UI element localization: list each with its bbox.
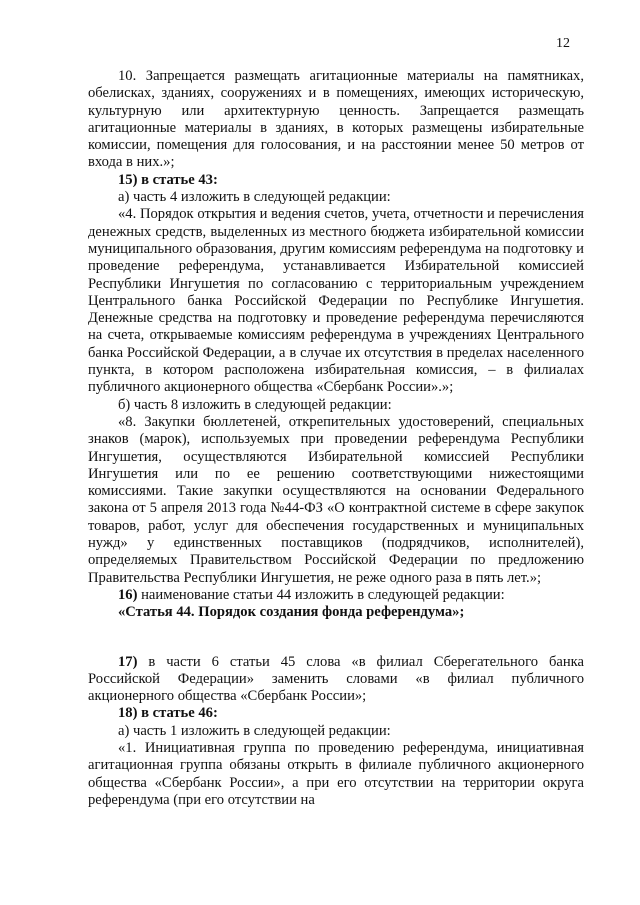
item-18-heading: 18) в статье 46: [118, 705, 218, 722]
blank-gap [88, 622, 584, 654]
paragraph-part-4: «4. Порядок открытия и ведения счетов, учета, отчетности и перечисления денежных средств, выделенных из местного бюджета избирательной комиссии муниципального образования, другим комиссиям референдума на подготовку и проведение референдума, устанавливается Избирательной комиссией Республики Ингушетия по согласованию с территориальным учреждением Центрального банка Российской Федерации по Республике Ингушетия. Денежные средства на подготовку и проведение референдума перечисляются на счета, открываемые комиссиям референдума в учреждениях Центрального банка Российской Федерации, а в случае их отсутствия в пределах населенного пункта, в котором расположена избирательная комиссия, – в филиалах публичного акционерного общества «Сбербанк России».»; [88, 206, 584, 396]
item-15-heading: 15) в статье 43: [118, 171, 218, 188]
subitem-b-heading: б) часть 8 изложить в следующей редакции: [118, 396, 392, 413]
item-16-text: наименование статьи 44 изложить в следующей редакции: [141, 586, 505, 603]
page-number: 12 [556, 36, 570, 51]
paragraph-part-1: «1. Инициативная группа по проведению референдума, инициативная агитационная группа обязаны открыть в филиале публичного акционерного общества «Сбербанк России», а при его отсутствии на территории округа референдума (при его отсутствии на [88, 739, 584, 808]
paragraph-item-10: 10. Запрещается размещать агитационные материалы на памятниках, обелисках, зданиях, сооружениях и в помещениях, имеющих историческую, культурную или архитектурную ценность. Запрещается размещать агитационные материалы в зданиях, в которых размещены избирательные комиссии, помещения для голосования, и на расстоянии менее 50 метров от входа в них.»; [88, 68, 584, 171]
paragraph-part-8: «8. Закупки бюллетеней, открепительных удостоверений, специальных знаков (марок), используемых при проведении референдума Республики Ингушетия, осуществляются Избирательной комиссией Республики Ингушетия или по ее решению соответствующими нижестоящими комиссиями. Такие закупки осуществляются на основании Федерального закона от 5 апреля 2013 года №44-ФЗ «О контрактной системе в сфере закупок товаров, работ, услуг для обеспечения государственных и муниципальных нужд» у единственных поставщиков (подрядчиков, исполнителей), определяемых Правительством Российской Федерации по предложению Правительства Республики Ингушетия, не реже одного раза в пять лет.»; [88, 413, 584, 586]
item-16-number: 16) [118, 586, 138, 603]
article-44-title: «Статья 44. Порядок создания фонда референдума»; [118, 604, 465, 621]
subitem-a-heading: а) часть 4 изложить в следующей редакции: [118, 189, 391, 206]
subitem-a-heading-2: а) часть 1 изложить в следующей редакции: [118, 722, 391, 739]
item-16-paragraph [88, 587, 584, 604]
item-17-number: 17) [118, 653, 138, 670]
item-17-paragraph [88, 654, 584, 706]
document-body [88, 68, 584, 809]
item-17-text: в части 6 статьи 45 слова «в филиал Сберегательного банка Российской Федерации» заменить словами «в филиал публичного акционерного общества «Сбербанк России»; [88, 653, 584, 705]
